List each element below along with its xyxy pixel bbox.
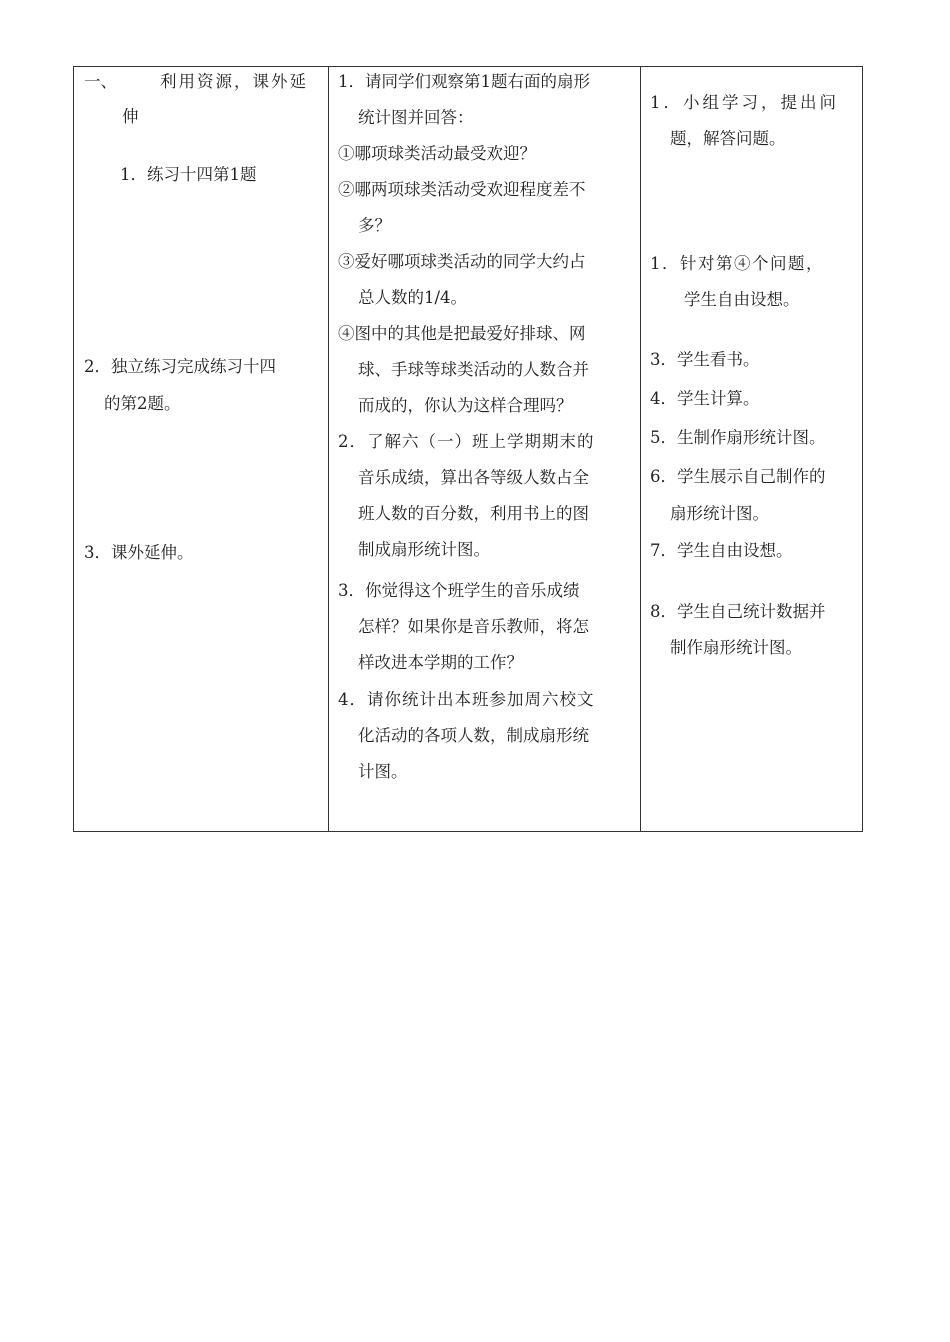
teacher-line: 3．你觉得这个班学生的音乐成绩: [338, 581, 580, 600]
student-line: 4．学生计算。: [650, 389, 760, 408]
student-line: 扇形统计图。: [670, 504, 769, 523]
teacher-line: 化活动的各项人数，制成扇形统: [358, 726, 589, 745]
teacher-line: 4．请你统计出本班参加周六校文: [338, 690, 595, 709]
step-item-2-line1: 2．独立练习完成练习十四: [84, 357, 276, 376]
student-line: 学生自由设想。: [684, 290, 800, 309]
lesson-table: [73, 66, 863, 832]
teacher-line: 2．了解六（一）班上学期期末的: [338, 432, 595, 451]
teacher-line: ③爱好哪项球类活动的同学大约占: [338, 252, 586, 271]
teacher-line: 多？: [358, 216, 391, 235]
teacher-line: 音乐成绩，算出各等级人数占全: [358, 468, 589, 487]
section-heading-line1: 利用资源，课外延: [160, 72, 308, 91]
teacher-line: ②哪两项球类活动受欢迎程度差不: [338, 180, 586, 199]
teacher-line: 班人数的百分数，利用书上的图: [358, 504, 589, 523]
step-item-1: 1．练习十四第1题: [120, 165, 257, 184]
teacher-line: 计图。: [358, 762, 408, 781]
teacher-line: 球、手球等球类活动的人数合并: [358, 360, 589, 379]
student-line: 7．学生自由设想。: [650, 541, 793, 560]
section-heading-number: 一、: [84, 72, 117, 91]
teacher-line: 样改进本学期的工作？: [358, 653, 523, 672]
teacher-line: 制成扇形统计图。: [358, 540, 490, 559]
step-item-3: 3．课外延伸。: [84, 543, 194, 562]
column-divider-1: [328, 67, 329, 831]
student-line: 1．小组学习，提出问: [650, 93, 839, 112]
student-line: 1．针对第④个问题，: [650, 254, 824, 273]
student-line: 制作扇形统计图。: [670, 638, 802, 657]
teacher-line: 而成的，你认为这样合理吗？: [358, 396, 573, 415]
student-line: 题，解答问题。: [670, 129, 786, 148]
section-heading-line2: 伸: [122, 107, 139, 126]
student-line: 8．学生自己统计数据并: [650, 602, 826, 621]
column-divider-2: [640, 67, 641, 831]
teacher-line: ④图中的其他是把最爱好排球、网: [338, 324, 586, 343]
student-line: 3．学生看书。: [650, 350, 760, 369]
teacher-line: ①哪项球类活动最受欢迎？: [338, 144, 536, 163]
teacher-line: 1．请同学们观察第1题右面的扇形: [338, 72, 590, 91]
student-line: 5．生制作扇形统计图。: [650, 428, 826, 447]
teacher-line: 怎样？如果你是音乐教师，将怎: [358, 617, 589, 636]
teacher-line: 总人数的1/4。: [358, 288, 468, 307]
teacher-line: 统计图并回答：: [358, 108, 474, 127]
student-line: 6．学生展示自己制作的: [650, 467, 826, 486]
step-item-2-line2: 的第2题。: [104, 394, 181, 413]
